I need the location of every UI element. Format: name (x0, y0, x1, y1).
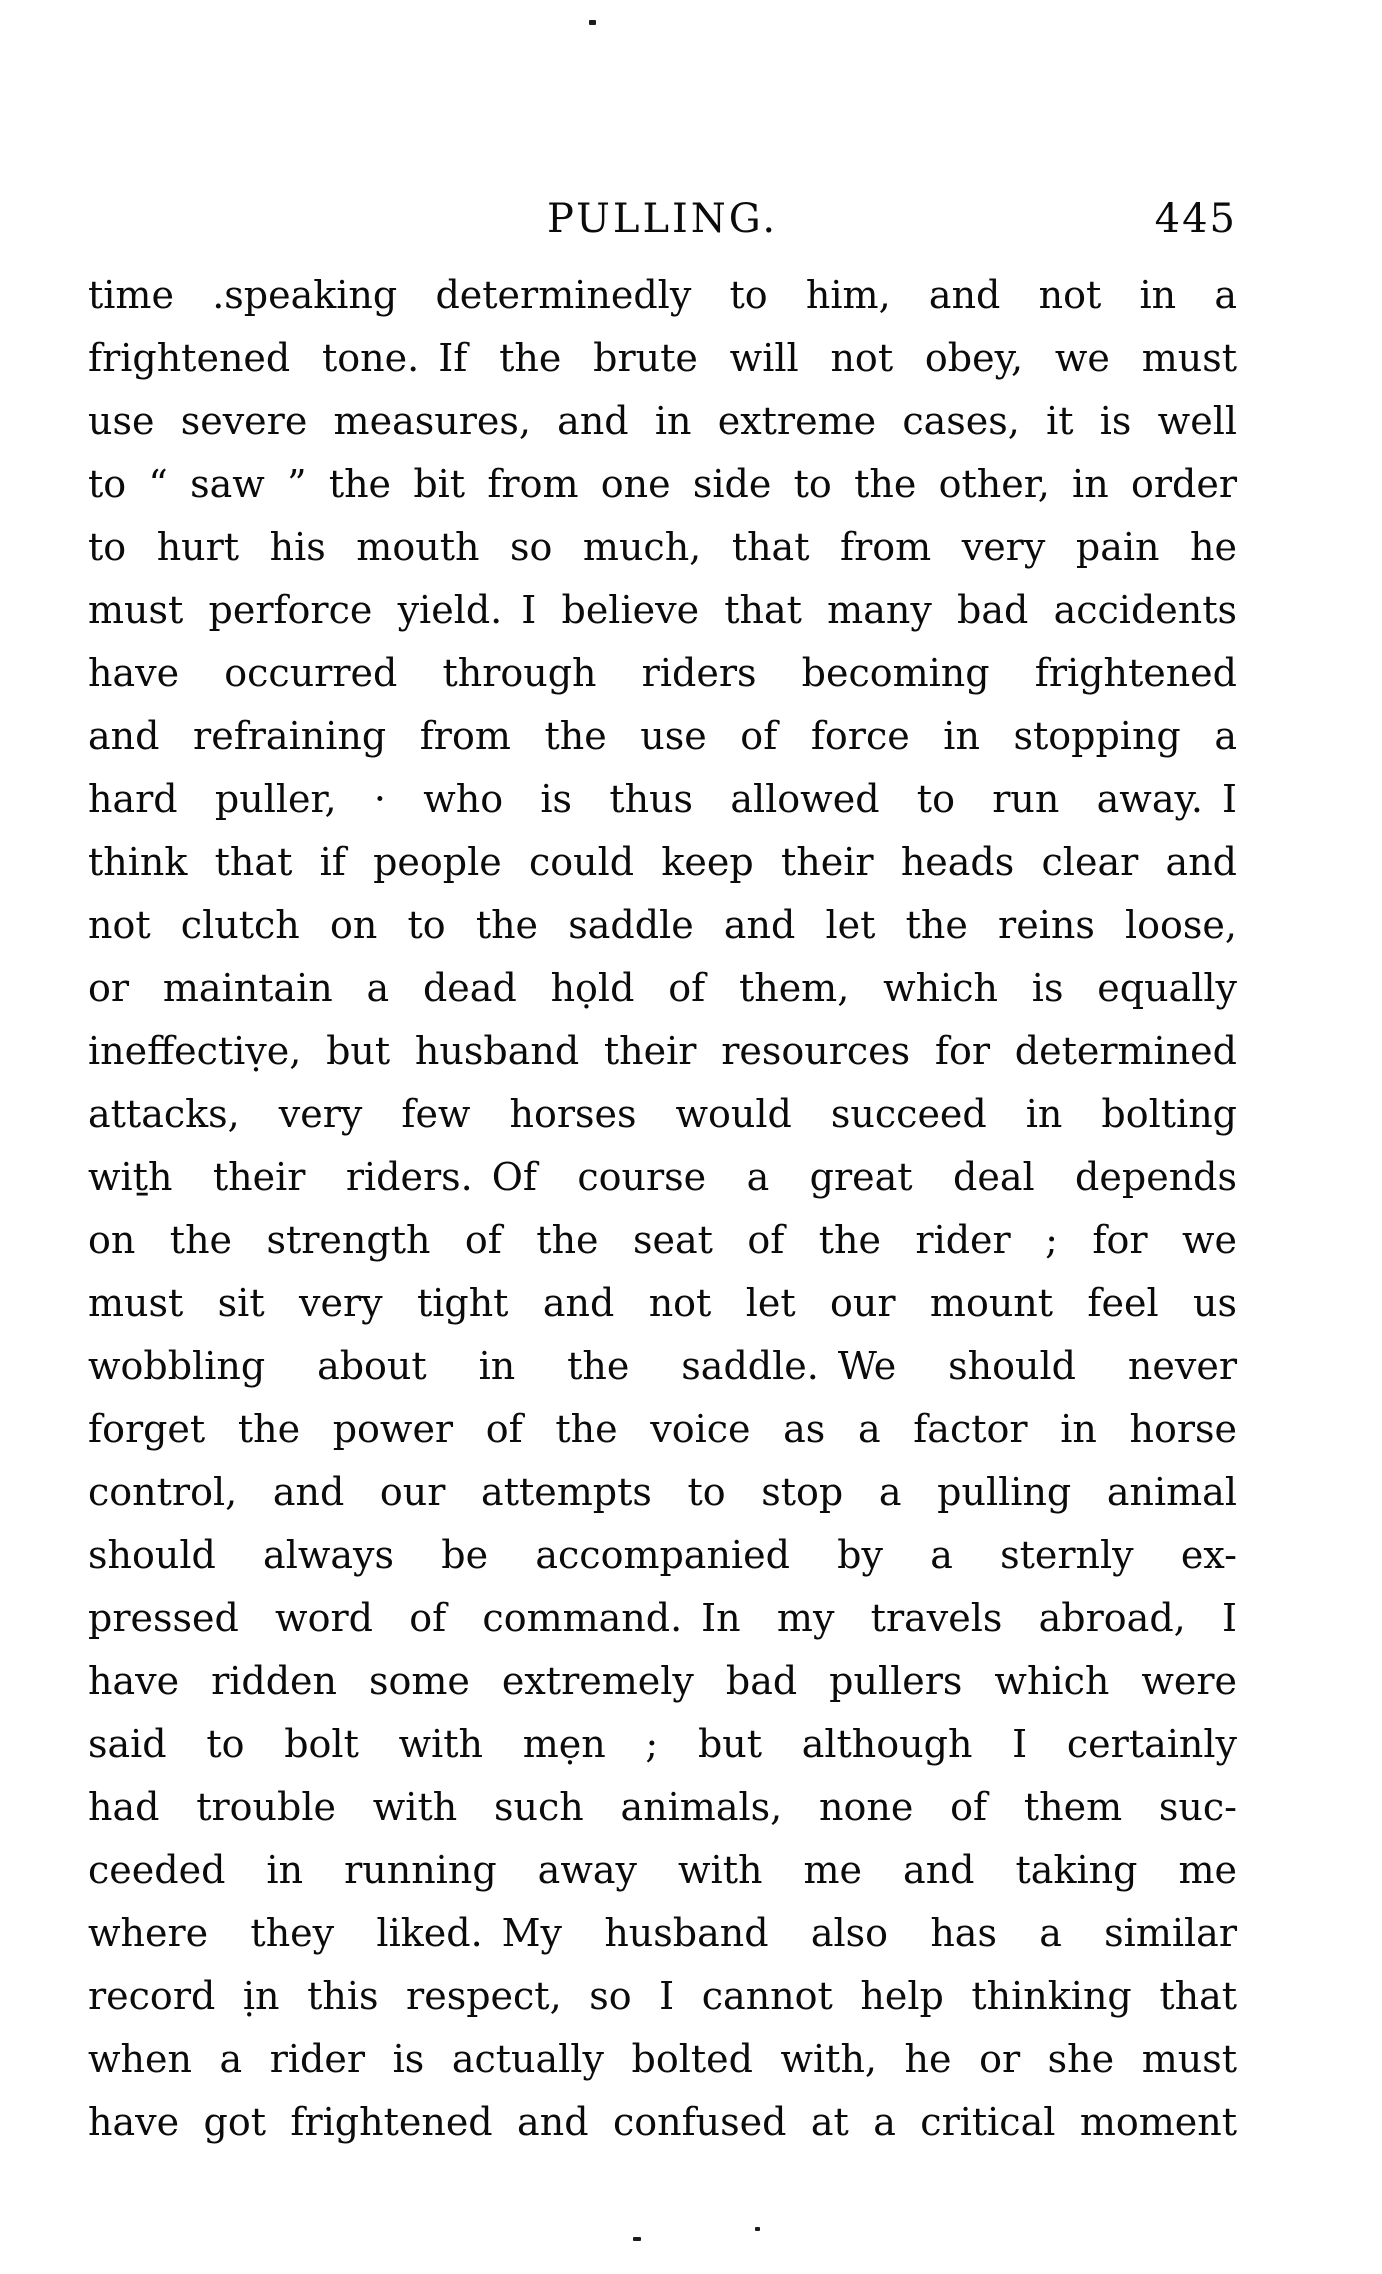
ink-speck-top (589, 20, 596, 25)
running-title: PULLING. (546, 196, 779, 242)
text-line: had trouble with such animals, none of them suc- (88, 1785, 1237, 1829)
text-line: attacks, very few horses would succeed in bolting (88, 1092, 1237, 1136)
text-line: time .speaking determinedly to him, and not in a (88, 273, 1237, 317)
page-number: 445 (1154, 196, 1237, 242)
page-header (88, 196, 1237, 242)
text-line: wobbling about in the saddle. We should never (88, 1344, 1237, 1388)
text-line: forget the power of the voice as a factor in horse (88, 1407, 1237, 1451)
text-line: when a rider is actually bolted with, he or she must (88, 2037, 1237, 2081)
text-line: must sit very tight and not let our mount feel us (88, 1281, 1237, 1325)
text-line: pressed word of command. In my travels abroad, I (88, 1596, 1237, 1640)
text-line: and refraining from the use of force in stopping a (88, 714, 1237, 758)
text-line: or maintain a dead họld of them, which is equally (88, 966, 1237, 1010)
text-line: frightened tone. If the brute will not obey, we must (88, 336, 1237, 380)
text-line: wiṯh their riders. Of course a great deal depends (88, 1155, 1237, 1199)
text-line: to “ saw ” the bit from one side to the other, in order (88, 462, 1237, 506)
ink-speck-bottom-left (633, 2237, 641, 2241)
text-line: think that if people could keep their heads clear and (88, 840, 1237, 884)
text-line: control, and our attempts to stop a pulling animal (88, 1470, 1237, 1514)
text-line: said to bolt with mẹn ; but although I certainly (88, 1722, 1237, 1766)
text-line: record ịn this respect, so I cannot help thinking that (88, 1974, 1237, 2018)
text-line: hard puller, · who is thus allowed to run away. I (88, 777, 1237, 821)
text-line: use severe measures, and in extreme cases, it is well (88, 399, 1237, 443)
text-line: have ridden some extremely bad pullers which were (88, 1659, 1237, 1703)
text-line: to hurt his mouth so much, that from very pain he (88, 525, 1237, 569)
ink-speck-bottom-right (755, 2227, 760, 2231)
text-line: must perforce yield. I believe that many bad accidents (88, 588, 1237, 632)
text-line: not clutch on to the saddle and let the reins loose, (88, 903, 1237, 947)
text-line: should always be accompanied by a sternly ex- (88, 1533, 1237, 1577)
text-line: have occurred through riders becoming frightened (88, 651, 1237, 695)
text-line: have got frightened and confused at a critical moment (88, 2100, 1237, 2144)
text-line: ineffectiṿe, but husband their resources for determined (88, 1029, 1237, 1073)
text-block (88, 264, 1237, 2154)
text-line: ceeded in running away with me and taking me (88, 1848, 1237, 1892)
text-line: where they liked. My husband also has a similar (88, 1911, 1237, 1955)
text-line: on the strength of the seat of the rider ; for we (88, 1218, 1237, 1262)
